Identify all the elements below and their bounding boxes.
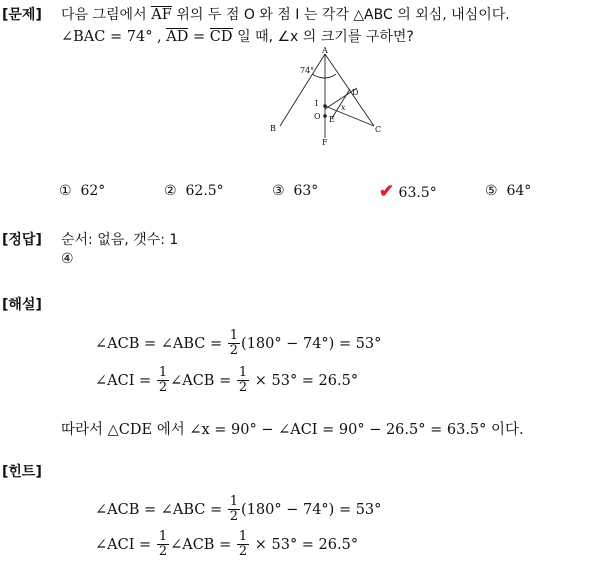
problem-text: 일 때, ∠x 의 크기를 구하면? [237, 29, 414, 45]
choice-number: ① [59, 183, 72, 199]
choice-value: 63.5° [398, 185, 437, 201]
eq-text: × 53° = 26.5° [254, 372, 359, 389]
problem-text: 다음 그림에서 [61, 7, 147, 23]
choice-number: ② [164, 183, 177, 199]
fraction: $\frac{1}{2}$ [238, 529, 248, 560]
fraction: $\frac{1}{2}$ [229, 328, 239, 359]
choice-2[interactable] [164, 183, 224, 199]
label-e: E [329, 115, 335, 124]
problem-line-2 [61, 26, 414, 46]
choice-value: 63° [293, 183, 319, 199]
segment-af: AF [151, 7, 172, 23]
fraction: $\frac{1}{2}$ [158, 529, 168, 560]
choice-5[interactable] [485, 183, 531, 199]
eq-text: ∠ACI = [95, 372, 152, 389]
choice-4[interactable] [379, 181, 437, 202]
label-a: A [322, 46, 328, 55]
hint-eq-1 [95, 495, 381, 525]
answer-label: [정답] [2, 232, 42, 248]
label-b: B [270, 124, 276, 133]
answer-meta: 순서: 없음, 갯수: 1 [61, 232, 179, 248]
eq-text: ∠ACB = [170, 372, 232, 389]
label-i: I [315, 99, 319, 108]
angle-condition: ∠BAC = 74° , [61, 29, 162, 45]
checkmark-icon: ✔ [379, 181, 395, 202]
eq-text: ∠ACB = [170, 536, 232, 553]
label-o: O [314, 112, 321, 121]
solution-label: [해설] [2, 297, 42, 313]
solution-eq-2 [95, 366, 358, 396]
label-angle: 74° [300, 66, 315, 75]
segment-ad: AD [166, 29, 189, 45]
fraction: $\frac{1}{2}$ [158, 365, 168, 396]
hint-eq-2 [95, 530, 358, 560]
label-c: C [375, 125, 382, 134]
eq-text: (180° − 74°) = 53° [241, 335, 382, 352]
eq-text: (180° − 74°) = 53° [241, 501, 382, 518]
angle-arc [312, 74, 336, 78]
choice-number: ⑤ [485, 183, 498, 199]
label-d: D [352, 88, 359, 97]
equals-sign: = [193, 29, 206, 45]
eq-text: ∠ACB = ∠ABC = [95, 335, 223, 352]
eq-text: ∠ACI = [95, 536, 152, 553]
fraction: $\frac{1}{2}$ [238, 365, 248, 396]
solution-eq-1 [95, 329, 381, 359]
problem-text: 위의 두 점 O 와 점 I 는 각각 △ABC 의 외심, 내심이다. [176, 7, 510, 23]
choice-value: 64° [506, 183, 532, 199]
answer-value: ④ [61, 251, 74, 267]
problem-label: [문제] [2, 7, 42, 23]
eq-text: × 53° = 26.5° [254, 536, 359, 553]
problem-line-1 [61, 4, 510, 24]
solution-conclusion: 따라서 △CDE 에서 ∠x = 90° − ∠ACI = 90° − 26.5° = 63.5° 이다. [61, 422, 524, 438]
hint-label: [힌트] [2, 464, 42, 480]
label-f: F [322, 138, 328, 146]
choice-3[interactable] [272, 183, 318, 199]
label-x: x [341, 103, 346, 112]
choice-1[interactable] [59, 183, 105, 199]
segment-cd: CD [209, 29, 233, 45]
eq-text: ∠ACB = ∠ABC = [95, 501, 223, 518]
choice-value: 62° [80, 183, 106, 199]
choice-value: 62.5° [185, 183, 224, 199]
triangle-figure [262, 46, 392, 146]
fraction: $\frac{1}{2}$ [229, 494, 239, 525]
choice-number: ③ [272, 183, 285, 199]
